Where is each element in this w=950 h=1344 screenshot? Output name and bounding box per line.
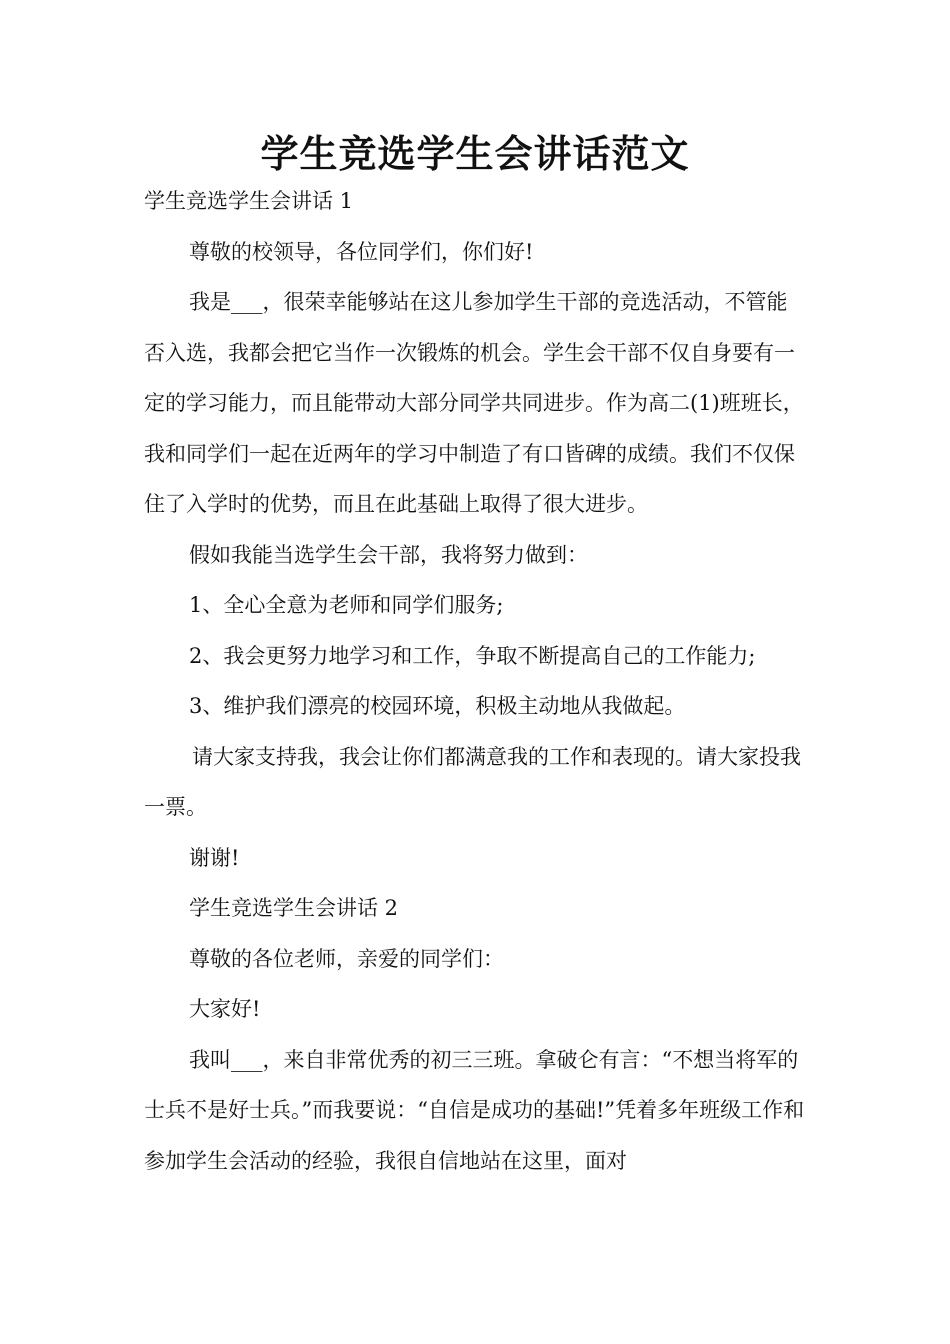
- list-item: 2、我会更努力地学习和工作，争取不断提高自己的工作能力;: [189, 643, 756, 668]
- paragraph: 尊敬的各位老师，亲爱的同学们：: [189, 946, 504, 971]
- paragraph: 谢谢!: [189, 845, 240, 870]
- paragraph: 尊敬的校领导，各位同学们，你们好!: [189, 239, 534, 264]
- document-title: 学生竞选学生会讲话范文: [260, 132, 690, 176]
- section-heading-1: 学生竞选学生会讲话 1: [144, 189, 354, 213]
- paragraph: 大家好!: [189, 997, 261, 1021]
- list-item: 1、全心全意为老师和同学们服务;: [189, 593, 504, 617]
- paragraph: 我是___，很荣幸能够站在这儿参加学生干部的竞选活动，不管能否入选，我都会把它当作一次锻炼的机会。学生会干部不仅自身要有一定的学习能力，而且能带动大部分同学共同进步。作为高二(1)班班长，我和同学们一起在近两年的学习中制造了有口皆碑的成绩。我们不仅保住了入学时的优势，而且在此基础上取得了很大进步。: [144, 290, 804, 516]
- document-body: [144, 176, 806, 1186]
- section-heading-2: 学生竞选学生会讲话 2: [189, 896, 399, 920]
- list-item: 3、维护我们漂亮的校园环境，积极主动地从我做起。: [189, 694, 686, 718]
- paragraph: 假如我能当选学生会干部，我将努力做到：: [189, 542, 588, 567]
- paragraph: 我叫___，来自非常优秀的初三三班。拿破仑有言：“不想当将军的士兵不是好士兵。”而我要说：“自信是成功的基础!”凭着多年班级工作和参加学生会活动的经验，我很自信地站在这里，面对: [144, 1047, 805, 1173]
- paragraph: 请大家支持我，我会让你们都满意我的工作和表现的。请大家投我一票。: [144, 744, 801, 819]
